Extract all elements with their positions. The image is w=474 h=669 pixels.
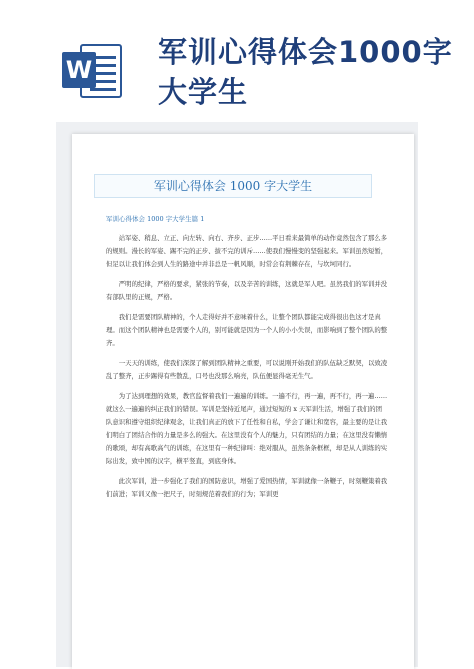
word-logo-badge: W	[62, 52, 96, 88]
section-heading: 军训心得体会 1000 字大学生篇 1	[106, 215, 205, 223]
paragraph: 我们是需要团队精神的，个人走得好并不意味着什么，让整个团队都能完成得很出色这才是真理。而这个团队精神也是需要个人的，别可能就是因为一个人的小小失误，而影响到了整个团队的整齐。	[106, 313, 388, 347]
logo-line	[90, 88, 116, 91]
paragraph: 此次军训，进一步强化了我们的国防意识，增强了爱国热情，军训就像一条鞭子，时刻鞭策着我们前进；军训又像一把尺子，时刻规范着我们的行为；军训更	[106, 477, 388, 498]
body-text	[106, 232, 388, 508]
paragraph: 为了达到理想的效果，教官监督着我们一遍遍的训练。一遍不行，再一遍，再不行，再一遍……就这么一遍遍的纠正我们的错误。军训是坚持近尾声，通过短短的 x 天军训生活，增强了我们的团队意识和遵守组织纪律观念，让我们真正的放下了任性和自私，学会了谦让和宽容，最主要的是让我们明白了团结合作的力量是多么的强大。在这里没有个人的魅力，只有团结的力量；在这里没有懒惰的歌颂，却有高歌高气的训练，在这里有一种纪律叫：绝对服从，虽然条条框框，却是从人训练的实际出发，致中国的汉字，横平竖直，到底身体。	[106, 392, 388, 465]
paragraph: 严明的纪律，严格的要求，紧张的节奏，以及辛苦的训练，这就是军人吧。虽然我们的军训并没有部队里的正规，严格。	[106, 280, 388, 301]
document-title: 军训心得体会 1000 字大学生	[94, 174, 372, 198]
paragraph: 一天天的训练，使我们深深了解到团队精神之重要，可以说刚开始我们的队伍缺乏默契，以致凌乱了整齐，正步踢得有些散乱，口号也没那么响亮，队伍便显得毫无生气。	[106, 359, 388, 380]
document-preview	[72, 134, 414, 669]
word-document-icon	[62, 42, 124, 100]
header-banner	[0, 0, 474, 120]
paragraph: 站军姿、稍息、立正、向左转、向右、齐步、正步……平日看来最简单的动作竟然包含了那么多的规则。漫长的军姿、踢不完的正步、拔不完的训斥……使我们慢慢变的坚强起来。军训虽然短暂，但足以让我们体会到人生的路途中并非总是一帆风顺，时常会有荆棘存在，与坎坷同行。	[106, 234, 388, 268]
page-title: 军训心得体会1000字大学生	[158, 35, 453, 109]
